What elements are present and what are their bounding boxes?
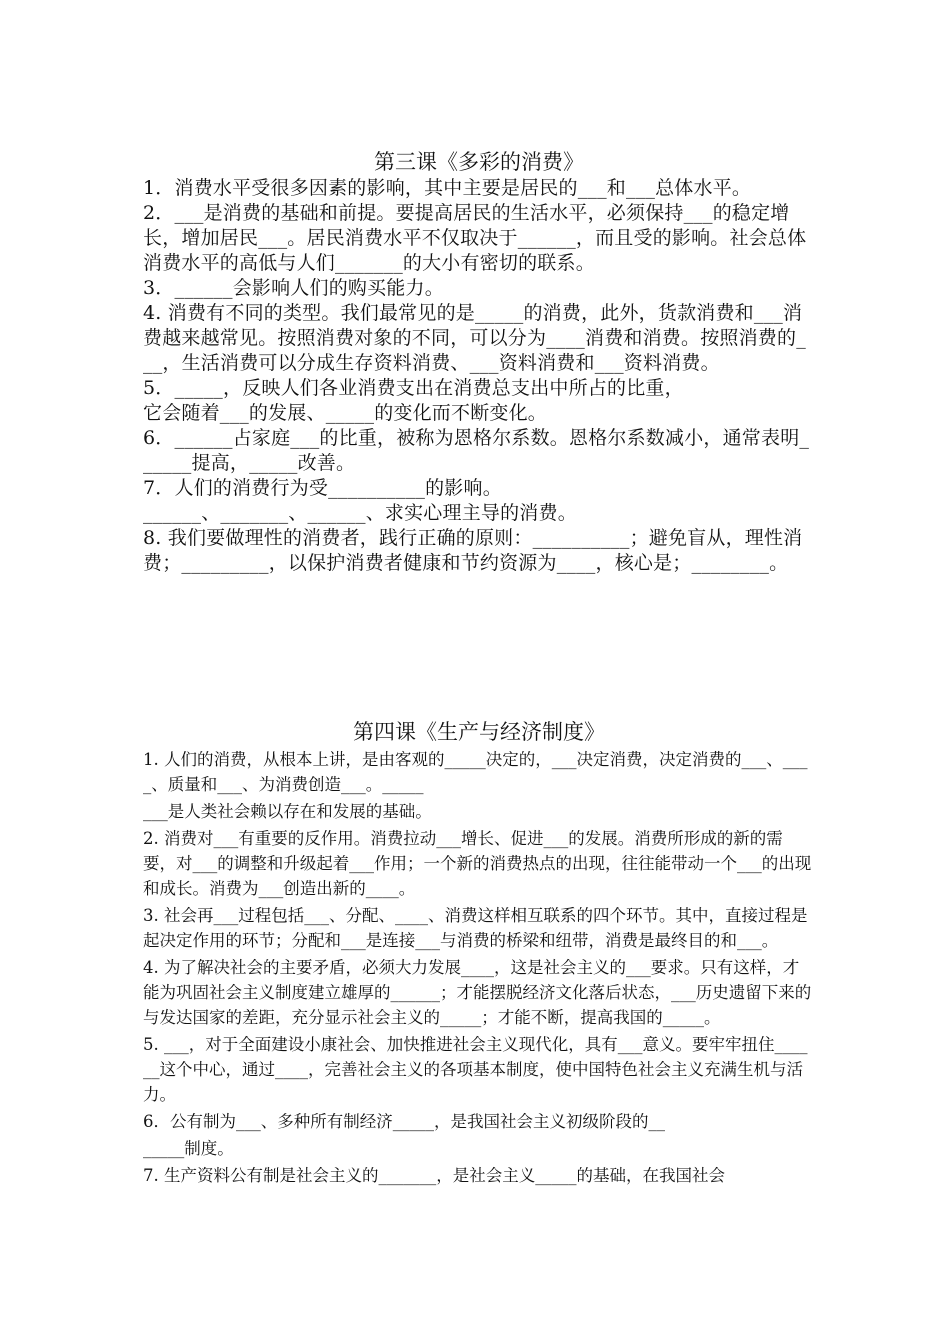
lesson3-title: 第三课《多彩的消费》 xyxy=(374,150,584,174)
lesson4-item: 6．公有制为___、多种所有制经济_____，是我国社会主义初级阶段的__ xyxy=(143,1112,665,1131)
lesson4-item: 5. ___，对于全面建设小康社会、加快推进社会主义现代化，具有___意义。要牢牢扭住______这个中心，通过____，完善社会主义的各项基本制度，使中国特色社会主义充满生机与活力。 xyxy=(143,1035,808,1104)
lesson3-item: ______、_______、______、求实心理主导的消费。 xyxy=(143,502,577,524)
lesson3-item: 它会随着___的发展、_____的变化而不断变化。 xyxy=(143,402,548,424)
lesson4-item: _____制度。 xyxy=(143,1139,234,1158)
lesson4-item: 2. 消费对___有重要的反作用。消费拉动___增长、促进___的发展。消费所形成的新的需要，对___的调整和升级起着___作用；一个新的消费热点的出现，往往能带动一个___的出现和成长。消费为___创造出新的____。 xyxy=(143,829,812,898)
lesson4-section xyxy=(143,718,815,1190)
lesson3-item: 1．消费水平受很多因素的影响，其中主要是居民的___和___总体水平。 xyxy=(143,177,752,199)
lesson3-item: 8. 我们要做理性的消费者，践行正确的原则：__________；避免盲从，理性消费；_________，以保护消费者健康和节约资源为____，核心是；________。 xyxy=(143,527,803,574)
lesson3-item: 7．人们的消费行为受__________的影响。 xyxy=(143,477,502,499)
lesson4-item: 4. 为了解决社会的主要矛盾，必须大力发展____，这是社会主义的___要求。只有这样，才能为巩固社会主义制度建立雄厚的______；才能摆脱经济文化落后状态，___历史遗留下来的与发达国家的差距，充分显示社会主义的_____；才能不断，提高我国的_____。 xyxy=(143,958,812,1027)
lesson3-section xyxy=(143,148,815,576)
lesson3-item: 3．______会影响人们的购买能力。 xyxy=(143,277,444,299)
lesson4-item: ___是人类社会赖以存在和发展的基础。 xyxy=(143,802,432,821)
lesson3-item: 6．______占家庭___的比重，被称为恩格尔系数。恩格尔系数减小，通常表明______提高，_____改善。 xyxy=(143,427,810,474)
lesson3-item: 2．___是消费的基础和前提。要提高居民的生活水平，必须保持___的稳定增长，增加居民___。居民消费水平不仅取决于______，而且受的影响。社会总体消费水平的高低与人们_______的大小有密切的联系。 xyxy=(143,202,807,274)
lesson4-item: 1. 人们的消费，从根本上讲，是由客观的_____决定的，___决定消费，决定消费的___、____、质量和___、为消费创造___。_____ xyxy=(143,750,808,794)
lesson4-title: 第四课《生产与经济制度》 xyxy=(353,720,605,744)
lesson4-item: 7. 生产资料公有制是社会主义的_______，是社会主义_____的基础，在我国社会 xyxy=(143,1166,725,1185)
lesson3-item: 4. 消费有不同的类型。我们最常见的是_____的消费，此外，货款消费和___消费越来越常见。按照消费对象的不同，可以分为____消费和消费。按照消费的___，生活消费可以分成生存资料消费、___资料消费和___资料消费。 xyxy=(143,302,806,374)
lesson4-item: 3. 社会再___过程包括___、分配、____、消费这样相互联系的四个环节。其中，直接过程是起决定作用的环节；分配和___是连接___与消费的桥梁和纽带，消费是最终目的和___。 xyxy=(143,906,808,950)
lesson3-item: 5．_____，反映人们各业消费支出在消费总支出中所占的比重， xyxy=(143,377,684,399)
